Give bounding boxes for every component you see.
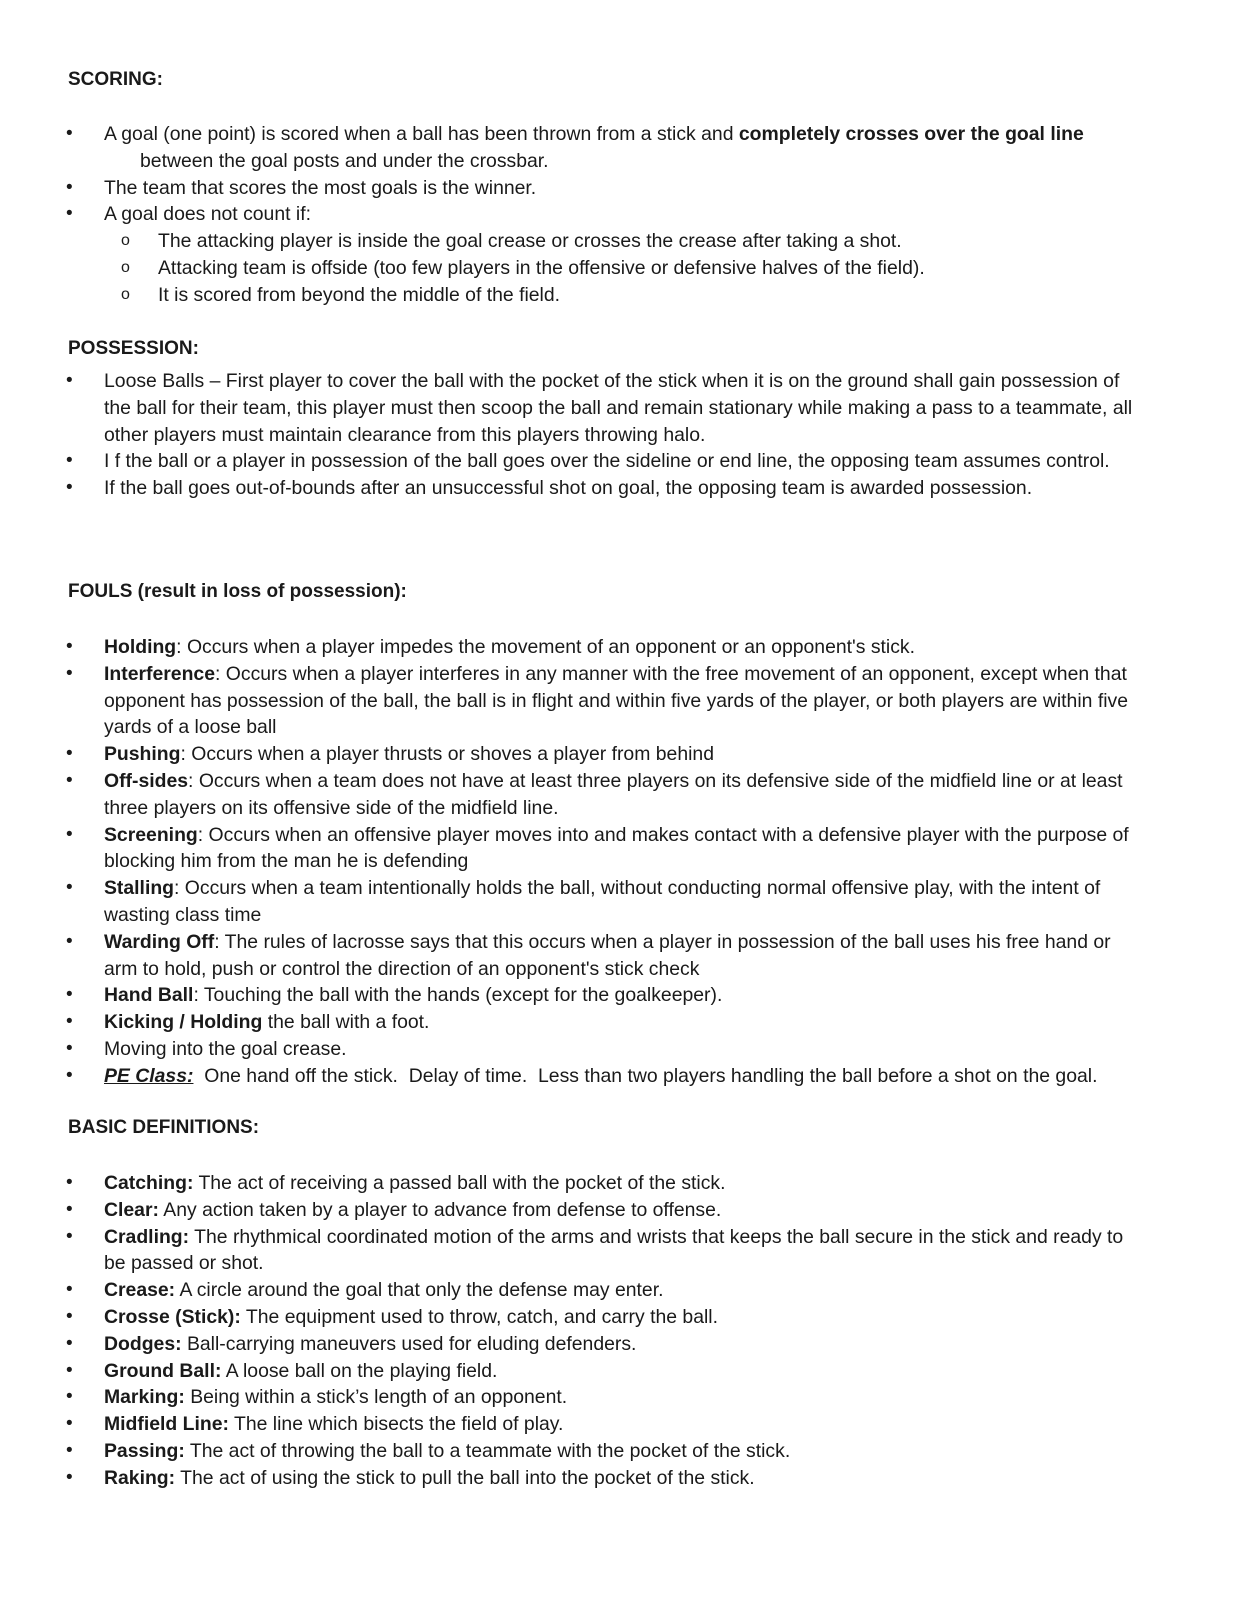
item-term: Ground Ball: (104, 1359, 222, 1382)
item-term: Catching: (104, 1172, 194, 1194)
list-item (0, 1036, 1144, 1063)
item-text: A circle around the goal that only the defense may enter. (175, 1279, 664, 1302)
item-term: Off-sides (104, 769, 189, 792)
list-item (0, 661, 1144, 741)
item-term: Marking: (104, 1386, 185, 1409)
item-term: Kicking / Holding (104, 1011, 263, 1034)
list-item (0, 121, 1144, 175)
item-term: Clear: (104, 1198, 159, 1221)
item-text: A goal (one point) is scored when a ball has been thrown from a stick and (104, 123, 739, 145)
sub-list-item (104, 282, 1144, 309)
item-text: Ball-carrying maneuvers used for eluding defenders. (181, 1332, 637, 1355)
item-text: The line which bisects the field of play. (228, 1413, 564, 1436)
item-text: : Touching the ball with the hands (except for the goalkeeper). (193, 984, 723, 1007)
list-item (0, 1197, 1144, 1224)
list-item (0, 1304, 1144, 1331)
item-text: Attacking team is offside (too few players in the offensive or defensive halves of the field). (158, 256, 925, 279)
item-text: It is scored from beyond the middle of the field. (158, 283, 561, 306)
item-text: : Occurs when a player impedes the movement of an opponent or an opponent's stick. (176, 636, 915, 658)
item-term: Raking: (104, 1466, 176, 1489)
list-item (0, 768, 1144, 822)
item-text: The act of receiving a passed ball with the pocket of the stick. (193, 1172, 726, 1194)
list-item (0, 1009, 1144, 1036)
definitions-list (0, 1170, 1144, 1492)
item-text: Any action taken by a player to advance from defense to offense. (158, 1198, 722, 1221)
item-text: If the ball goes out-of-bounds after an unsuccessful shot on goal, the opposing team is awarded possession. (104, 477, 1033, 500)
list-item (0, 1063, 1144, 1090)
item-term: Midfield Line: (104, 1413, 229, 1436)
list-item (0, 982, 1144, 1009)
item-term: Interference (104, 662, 216, 685)
list-item (0, 175, 1144, 202)
list-item (0, 1331, 1144, 1358)
possession-heading: POSSESSION: (68, 338, 199, 359)
item-text: : Occurs when a team does not have at least three players on its defensive side of the midfield line or at least three players on its offensive side of the midfield line. (104, 769, 1123, 819)
list-item (0, 475, 1144, 502)
sub-list-item (104, 255, 1144, 282)
item-text: Being within a stick’s length of an opponent. (184, 1386, 568, 1409)
list-item (0, 201, 1144, 308)
item-text: : Occurs when a team intentionally holds the ball, without conducting normal offensive play, with the intent of wasting class time (104, 877, 1101, 926)
item-text: : Occurs when a player thrusts or shoves a player from behind (180, 743, 714, 766)
list-item (0, 368, 1144, 448)
item-continuation: between the goal posts and under the crossbar. (140, 149, 549, 172)
possession-list (0, 368, 1144, 502)
sub-list-item (104, 228, 1144, 255)
list-item (0, 1358, 1144, 1385)
item-text: : Occurs when a player interferes in any manner with the free movement of an opponent, except when that opponent has possession of the ball, the ball is in flight and within five yards of the player, or both players are within five yards of a loose ball (104, 662, 1128, 739)
list-item (0, 1224, 1144, 1278)
list-item (0, 448, 1144, 475)
item-term: Dodges: (104, 1332, 182, 1355)
item-term: Stalling (104, 877, 175, 900)
definitions-heading: BASIC DEFINITIONS: (68, 1117, 260, 1138)
item-text: One hand off the stick. Delay of time. Less than two players handling the ball before a shot on the goal. (193, 1064, 1098, 1087)
item-term: Screening (104, 823, 198, 846)
list-item (0, 1384, 1144, 1411)
fouls-list (0, 634, 1144, 1090)
list-item (0, 875, 1144, 929)
item-text: Loose Balls – First player to cover the ball with the pocket of the stick when it is on the ground shall gain possession of the ball for their team, this player must then scoop the ball and remain stationary while making a pass to a teammate, all other players must maintain clearance from this players throwing halo. (104, 370, 1133, 446)
list-item (0, 1438, 1144, 1465)
list-item (0, 1411, 1144, 1438)
item-term: Passing: (104, 1439, 185, 1462)
item-text: The act of using the stick to pull the ball into the pocket of the stick. (175, 1466, 755, 1489)
item-text: The equipment used to throw, catch, and carry the ball. (240, 1305, 719, 1328)
item-text: : The rules of lacrosse says that this occurs when a player in possession of the ball uses his free hand or arm to hold, push or control the direction of an opponent's stick check (104, 930, 1111, 980)
list-item (0, 741, 1144, 768)
item-term: Crosse (Stick): (104, 1305, 241, 1328)
item-text: The act of throwing the ball to a teammate with the pocket of the stick. (184, 1439, 791, 1462)
scoring-list (0, 121, 1144, 309)
list-item (0, 1277, 1144, 1304)
item-text: A goal does not count if: (104, 203, 311, 226)
item-text: the ball with a foot. (262, 1011, 430, 1034)
scoring-heading: SCORING: (68, 69, 163, 90)
item-text: The team that scores the most goals is the winner. (104, 176, 537, 199)
list-item (0, 1170, 1144, 1197)
item-term: Pushing (104, 743, 181, 766)
pe-class-label: PE Class: (104, 1064, 194, 1087)
item-term: Holding (104, 636, 177, 658)
item-text: The attacking player is inside the goal crease or crosses the crease after taking a shot. (158, 230, 902, 253)
item-term: Crease: (104, 1279, 176, 1302)
item-text: I f the ball or a player in possession of the ball goes over the sideline or end line, the opposing team assumes control. (104, 450, 1110, 473)
list-item (0, 634, 1144, 661)
fouls-heading: FOULS (result in loss of possession): (68, 581, 407, 602)
list-item (0, 929, 1144, 983)
item-text: : Occurs when an offensive player moves into and makes contact with a defensive player with the purpose of blocking him from the man he is defending (104, 823, 1129, 873)
item-emphasis: completely crosses over the goal line (738, 123, 1084, 145)
item-term: Warding Off (104, 930, 215, 953)
item-term: Hand Ball (104, 984, 194, 1007)
item-text: The rhythmical coordinated motion of the arms and wrists that keeps the ball secure in the stick and ready to be passed or shot. (104, 1225, 1124, 1275)
sub-list (104, 228, 1144, 308)
list-item (0, 1465, 1144, 1492)
item-term: Cradling: (104, 1225, 190, 1248)
item-text: A loose ball on the playing field. (221, 1359, 498, 1382)
item-text: Moving into the goal crease. (104, 1037, 347, 1060)
list-item (0, 822, 1144, 876)
